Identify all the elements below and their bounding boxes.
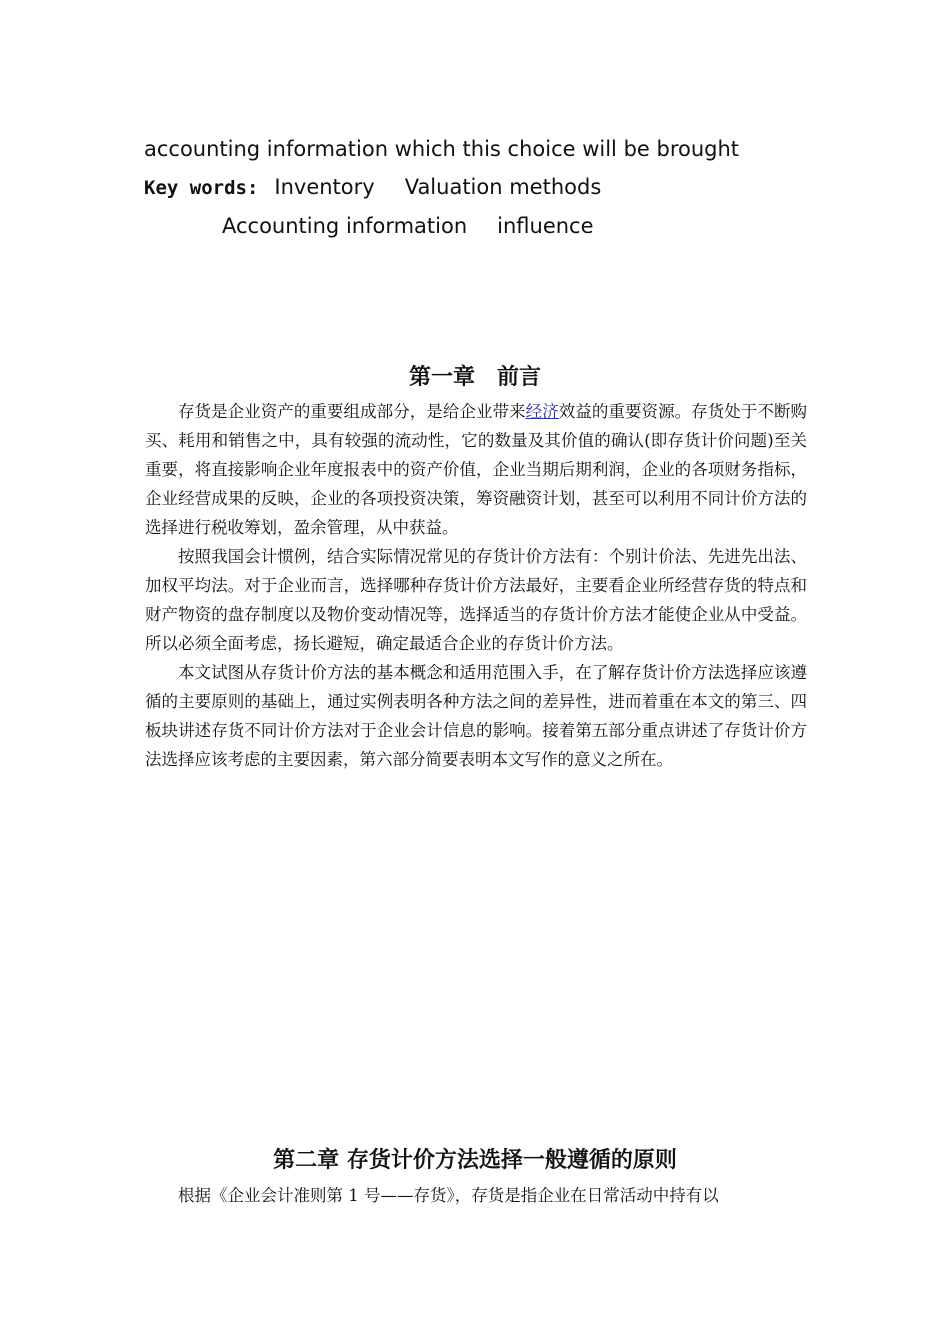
keyword-item: Inventory: [274, 175, 375, 199]
chapter-2-body: [145, 1181, 807, 1210]
keywords-line-continued: [222, 212, 594, 240]
keyword-item: Accounting information: [222, 214, 468, 238]
abstract-tail-line: accounting information which this choice will be brought: [144, 137, 740, 161]
paragraph: 本文试图从存货计价方法的基本概念和适用范围入手，在了解存货计价方法选择应该遵循的主要原则的基础上，通过实例表明各种方法之间的差异性，进而着重在本文的第三、四板块讲述存货不同计价方法对于企业会计信息的影响。接着第五部分重点讲述了存货计价方法选择应该考虑的主要因素，第六部分简要表明本文写作的意义之所在。: [145, 663, 807, 769]
keywords-line: [144, 173, 601, 202]
keywords-label: Key words:: [144, 177, 259, 199]
keyword-item: Valuation methods: [404, 175, 602, 199]
paragraph: 存货是企业资产的重要组成部分，是给企业带来经济效益的重要资源。存货处于不断购买、耗用和销售之中，具有较强的流动性，它的数量及其价值的确认(即存货计价问题)至关重要，将直接影响企业年度报表中的资产价值，企业当期后期利润，企业的各项财务指标，企业经营成果的反映，企业的各项投资决策，筹资融资计划，甚至可以利用不同计价方法的选择进行税收筹划，盈余管理，从中获益。: [145, 402, 808, 537]
economy-link[interactable]: 经济: [525, 402, 559, 421]
keyword-item: influence: [497, 214, 594, 238]
chapter-2-title: 第二章 存货计价方法选择一般遵循的原则: [273, 1148, 677, 1173]
chapter-1-title: 第一章 前言: [408, 365, 541, 390]
paragraph: 按照我国会计惯例，结合实际情况常见的存货计价方法有：个别计价法、先进先出法、加权平均法。对于企业而言，选择哪种存货计价方法最好，主要看企业所经营存货的特点和财产物资的盘存制度以及物价变动情况等，选择适当的存货计价方法才能使企业从中受益。所以必须全面考虑，扬长避短，确定最适合企业的存货计价方法。: [145, 547, 807, 653]
chapter-1-body: [145, 397, 807, 774]
paragraph: 根据《企业会计准则第 1 号——存货》，存货是指企业在日常活动中持有以: [178, 1186, 719, 1205]
